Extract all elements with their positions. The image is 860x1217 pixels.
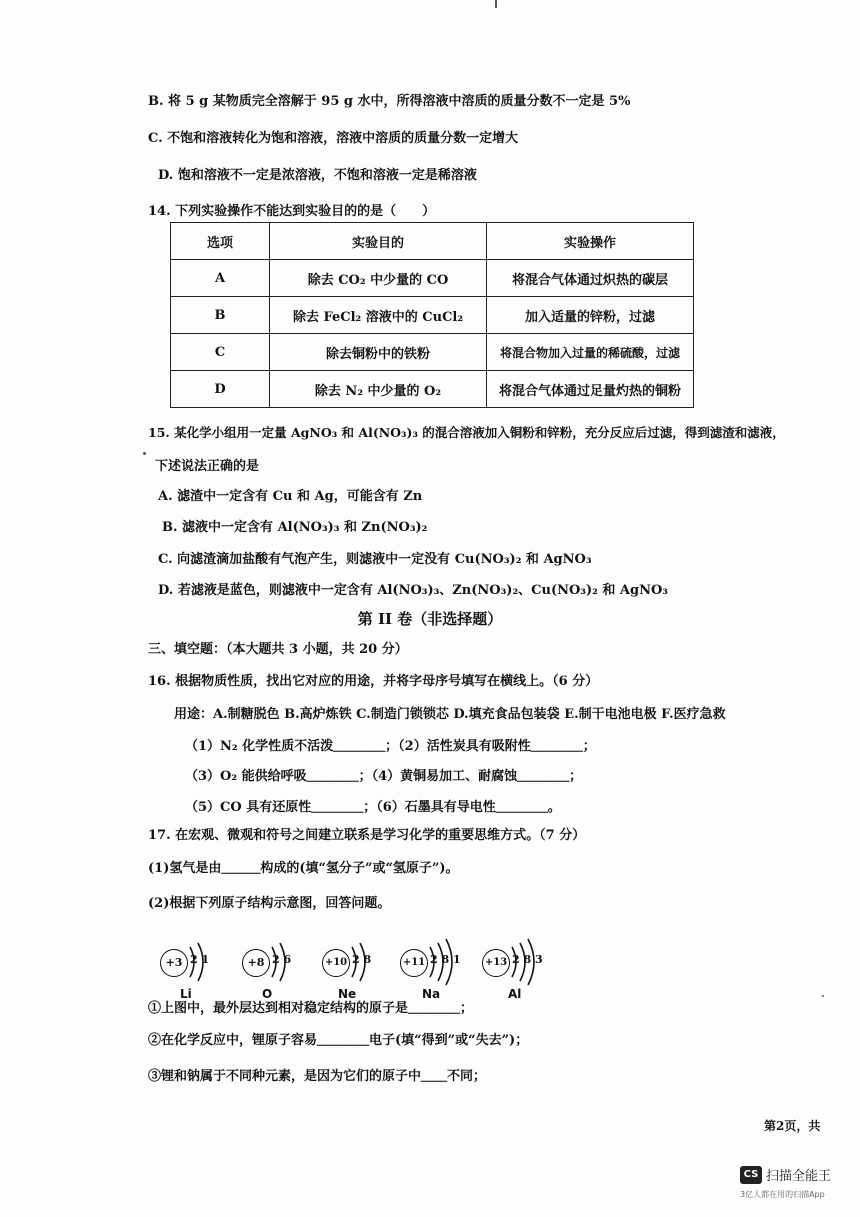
q17-part2: (2)根据下列原子结构示意图，回答问题。	[148, 896, 391, 911]
q14-table	[170, 222, 694, 408]
q17-sub3: ③锂和钠属于不同种元素，是因为它们的原子中＿＿不同；	[148, 1069, 487, 1084]
q14-stem: 14. 下列实验操作不能达到实验目的的是（ ）	[148, 204, 436, 219]
element-symbol: Li	[180, 987, 192, 1001]
nucleus: +10	[322, 949, 350, 977]
scan-mark	[495, 0, 497, 8]
cell-operation: 将混合物加入过量的稀硫酸，过滤	[487, 334, 694, 371]
element-symbol: Al	[508, 987, 522, 1001]
header-operation: 实验操作	[487, 223, 694, 260]
page-footer: 第2页，共	[764, 1119, 821, 1133]
element-symbol: Ne	[338, 987, 357, 1001]
nucleus: +3	[160, 949, 188, 977]
cell-option: C	[171, 334, 270, 371]
shell-electrons: 2 8 3	[512, 953, 543, 966]
q15-option-a: A. 滤渣中一定含有 Cu 和 Ag，可能含有 Zn	[158, 489, 423, 504]
cell-purpose: 除去铜粉中的铁粉	[270, 334, 487, 371]
header-option: 选项	[171, 223, 270, 260]
shell-electrons: 2 8	[352, 953, 372, 966]
q15-option-b: B. 滤液中一定含有 Al(NO₃)₃ 和 Zn(NO₃)₂	[162, 520, 428, 535]
shell-electrons: 2 8 1	[430, 953, 461, 966]
atom-diagram-ne	[322, 935, 402, 1005]
q16-line-2: （3）O₂ 能供给呼吸＿＿＿＿；（4）黄铜易加工、耐腐蚀＿＿＿＿；	[185, 769, 583, 784]
nucleus: +11	[400, 949, 428, 977]
table-row	[171, 371, 694, 408]
cell-purpose: 除去 CO₂ 中少量的 CO	[270, 260, 487, 297]
q15-stem-line2: 下述说法正确的是	[155, 459, 260, 474]
shell-electrons: 2 6	[272, 953, 292, 966]
element-symbol: Na	[422, 987, 441, 1001]
q17-stem: 17. 在宏观、微观和符号之间建立联系是学习化学的重要思维方式。（7 分）	[148, 828, 586, 843]
cell-purpose: 除去 FeCl₂ 溶液中的 CuCl₂	[270, 297, 487, 334]
scanner-watermark	[740, 1163, 850, 1207]
q15-stem-line1: 15. 某化学小组用一定量 AgNO₃ 和 Al(NO₃)₃ 的混合溶液加入铜粉和锌粉，充分反应后过滤，得到滤渣和滤液，	[148, 425, 785, 440]
scan-speck	[822, 995, 824, 997]
cell-purpose: 除去 N₂ 中少量的 O₂	[270, 371, 487, 408]
q15-option-c: C. 向滤渣滴加盐酸有气泡产生，则滤液中一定没有 Cu(NO₃)₂ 和 AgNO₃	[158, 552, 592, 567]
shell-electrons: 2 1	[190, 953, 210, 966]
table-header-row	[171, 223, 694, 260]
q17-sub1: ①上图中，最外层达到相对稳定结构的原子是＿＿＿＿；	[148, 1001, 474, 1016]
q16-uses: 用途：A.制糖脱色 B.高炉炼铁 C.制造门锁锁芯 D.填充食品包装袋 E.制干电池电极 F.医疗急救	[174, 707, 726, 722]
cell-option: D	[171, 371, 270, 408]
q16-line-1: （1）N₂ 化学性质不活泼＿＿＿＿；（2）活性炭具有吸附性＿＿＿＿；	[185, 739, 596, 754]
nucleus: +8	[242, 949, 270, 977]
q13-option-d: D. 饱和溶液不一定是浓溶液，不饱和溶液一定是稀溶液	[158, 168, 477, 183]
watermark-name: 扫描全能王	[766, 1169, 832, 1184]
q16-line-3: （5）CO 具有还原性＿＿＿＿；（6）石墨具有导电性＿＿＿＿。	[185, 800, 561, 815]
cell-operation: 将混合气体通过炽热的碳层	[487, 260, 694, 297]
atom-diagram-na	[400, 935, 480, 1005]
atom-diagram-al	[482, 935, 562, 1005]
q13-option-c: C. 不饱和溶液转化为饱和溶液，溶液中溶质的质量分数一定增大	[148, 131, 519, 146]
table-row	[171, 297, 694, 334]
table-row	[171, 260, 694, 297]
header-purpose: 实验目的	[270, 223, 487, 260]
atom-diagram-o	[242, 935, 322, 1005]
section-heading: 三、填空题：（本大题共 3 小题，共 20 分）	[148, 642, 408, 657]
cell-option: A	[171, 260, 270, 297]
scan-speck	[143, 452, 146, 455]
q17-sub2: ②在化学反应中，锂原子容易＿＿＿＿电子(填“得到”或“失去”)；	[148, 1033, 529, 1048]
cell-operation: 加入适量的锌粉，过滤	[487, 297, 694, 334]
cell-operation: 将混合气体通过足量灼热的铜粉	[487, 371, 694, 408]
q15-option-d: D. 若滤液是蓝色，则滤液中一定含有 Al(NO₃)₃、Zn(NO₃)₂、Cu(NO₃)₂ 和 AgNO₃	[158, 583, 668, 598]
nucleus: +13	[482, 949, 510, 977]
watermark-subtitle: 3亿人都在用的扫描App	[740, 1190, 825, 1199]
part2-title: 第 II 卷（非选择题）	[357, 610, 503, 628]
cell-option: B	[171, 297, 270, 334]
element-symbol: O	[262, 987, 273, 1001]
q16-stem: 16. 根据物质性质，找出它对应的用途，并将字母序号填写在横线上。（6 分）	[148, 674, 599, 689]
table-row	[171, 334, 694, 371]
atom-structure-diagrams	[160, 935, 580, 1005]
cs-logo-icon: CS	[740, 1166, 762, 1184]
q13-option-b: B. 将 5 g 某物质完全溶解于 95 g 水中，所得溶液中溶质的质量分数不一定是 5%	[148, 94, 631, 109]
atom-diagram-li	[160, 935, 240, 1005]
q17-part1: (1)氢气是由＿＿＿构成的(填“氢分子”或“氢原子”)。	[148, 861, 459, 876]
